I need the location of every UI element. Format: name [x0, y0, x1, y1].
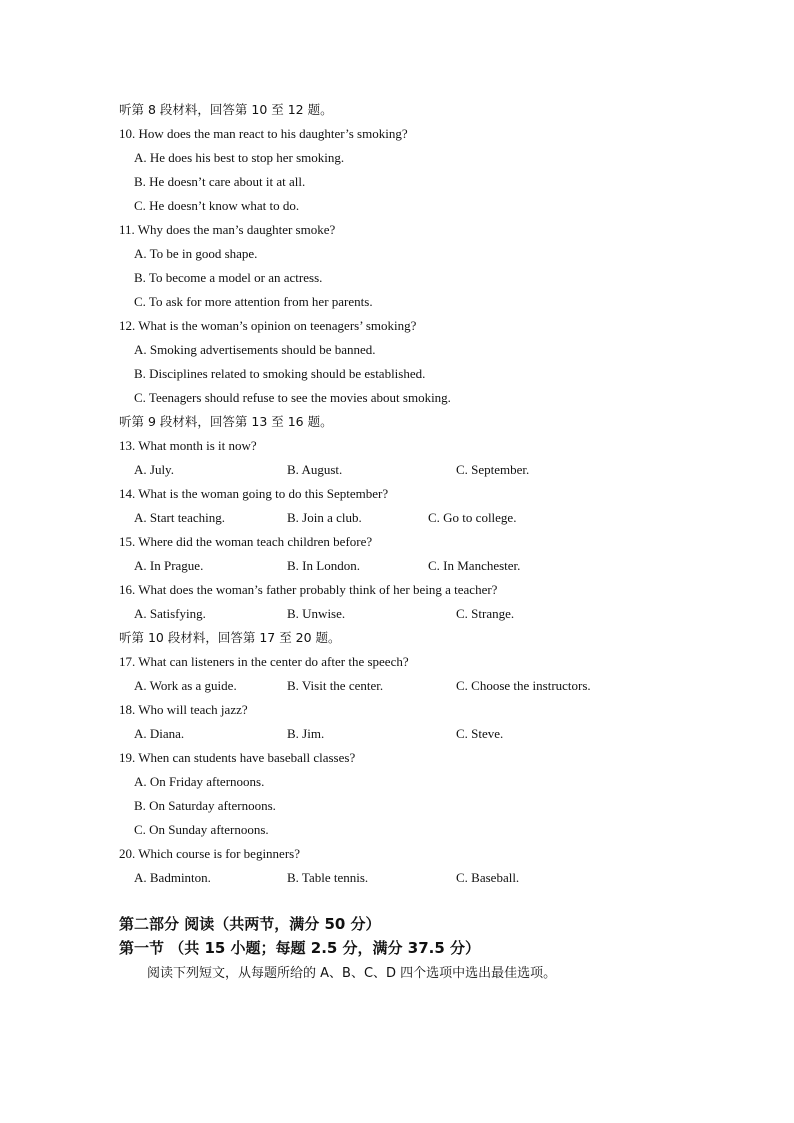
question-16-option-b: B. Unwise. [287, 606, 346, 621]
question-14-stem: 14. What is the woman going to do this September? [119, 486, 389, 501]
question-17-option-b: B. Visit the center. [287, 678, 384, 693]
question-13-option-a: A. July. [134, 462, 174, 477]
question-15-option-c: C. In Manchester. [428, 558, 521, 573]
question-10-stem: 10. How does the man react to his daughter’s smoking? [119, 126, 408, 141]
question-16-option-a: A. Satisfying. [134, 606, 206, 621]
section-header-8: 听第 8 段材料，回答第 10 至 12 题。 [119, 102, 333, 117]
question-11-option-c: C. To ask for more attention from her parents. [134, 294, 373, 309]
question-13-option-b: B. August. [287, 462, 343, 477]
question-18-option-a: A. Diana. [134, 726, 185, 741]
question-10-option-c: C. He doesn’t know what to do. [134, 198, 300, 213]
section-header-10: 听第 10 段材料，回答第 17 至 20 题。 [119, 630, 341, 645]
part2-subtitle: 第一节 （共 15 小题；每题 2.5 分，满分 37.5 分） [119, 939, 481, 957]
question-11-option-b: B. To become a model or an actress. [134, 270, 323, 285]
question-18-option-b: B. Jim. [287, 726, 325, 741]
question-17-option-c: C. Choose the instructors. [456, 678, 591, 693]
question-12-stem: 12. What is the woman’s opinion on teenagers’ smoking? [119, 318, 417, 333]
question-20-option-a: A. Badminton. [134, 870, 211, 885]
question-11-stem: 11. Why does the man’s daughter smoke? [119, 222, 336, 237]
question-15-option-b: B. In London. [287, 558, 360, 573]
question-13-option-c: C. September. [456, 462, 530, 477]
question-19-option-c: C. On Sunday afternoons. [134, 822, 269, 837]
question-14-option-b: B. Join a club. [287, 510, 362, 525]
question-16-option-c: C. Strange. [456, 606, 515, 621]
question-13-stem: 13. What month is it now? [119, 438, 257, 453]
question-10-option-a: A. He does his best to stop her smoking. [134, 150, 345, 165]
question-14-option-c: C. Go to college. [428, 510, 517, 525]
question-16-stem: 16. What does the woman’s father probably think of her being a teacher? [119, 582, 498, 597]
question-10-option-b: B. He doesn’t care about it at all. [134, 174, 306, 189]
question-15-option-a: A. In Prague. [134, 558, 204, 573]
question-20-stem: 20. Which course is for beginners? [119, 846, 300, 861]
part2-instruction: 阅读下列短文，从每题所给的 A、B、C、D 四个选项中选出最佳选项。 [147, 966, 557, 981]
question-18-option-c: C. Steve. [456, 726, 504, 741]
part2-title: 第二部分 阅读（共两节，满分 50 分） [119, 915, 381, 933]
question-14-option-a: A. Start teaching. [134, 510, 225, 525]
question-15-stem: 15. Where did the woman teach children before? [119, 534, 373, 549]
question-17-stem: 17. What can listeners in the center do after the speech? [119, 654, 409, 669]
question-20-option-c: C. Baseball. [456, 870, 520, 885]
section-header-9: 听第 9 段材料，回答第 13 至 16 题。 [119, 414, 333, 429]
question-19-stem: 19. When can students have baseball classes? [119, 750, 356, 765]
question-20-option-b: B. Table tennis. [287, 870, 369, 885]
question-18-stem: 18. Who will teach jazz? [119, 702, 248, 717]
question-19-option-a: A. On Friday afternoons. [134, 774, 265, 789]
question-19-option-b: B. On Saturday afternoons. [134, 798, 276, 813]
question-17-option-a: A. Work as a guide. [134, 678, 237, 693]
question-11-option-a: A. To be in good shape. [134, 246, 258, 261]
question-12-option-a: A. Smoking advertisements should be banned. [134, 342, 376, 357]
question-12-option-b: B. Disciplines related to smoking should be established. [134, 366, 426, 381]
question-12-option-c: C. Teenagers should refuse to see the movies about smoking. [134, 390, 451, 405]
